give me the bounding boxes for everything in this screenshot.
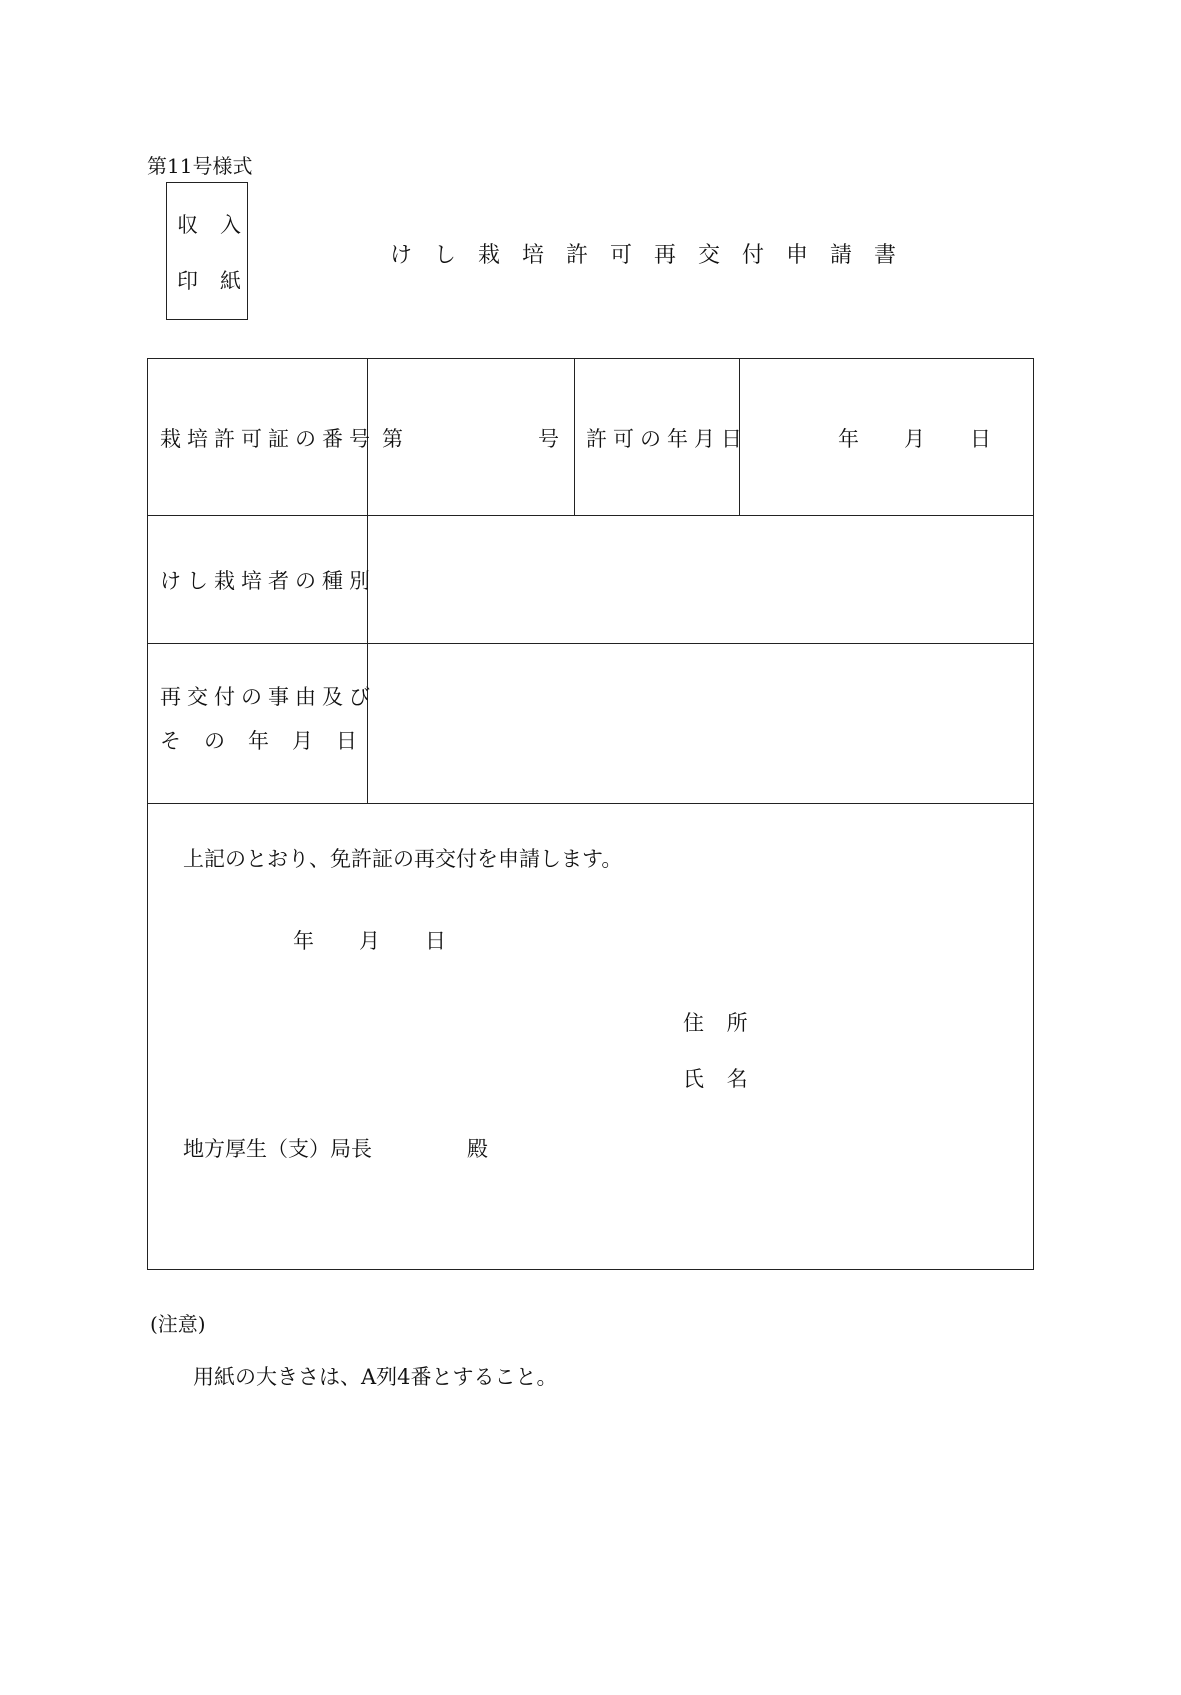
row-divider-1 (148, 515, 1033, 516)
stamp-line-1 (177, 209, 241, 239)
reason-label-line2: その年月日 (160, 729, 380, 753)
application-date (293, 925, 446, 955)
stamp-char-3: 印 (177, 269, 198, 293)
stamp-line-2 (177, 265, 241, 295)
reason-label-line1: 再交付の事由及び (160, 685, 376, 709)
notes-item-1: 用紙の大きさは、A列4番とすること。 (193, 1365, 558, 1389)
application-year-char: 年 (293, 929, 314, 953)
application-form-table (147, 358, 1034, 1270)
form-number: 第11号様式 (147, 154, 253, 178)
permit-date-label: 許可の年月日 (586, 427, 748, 451)
name-label: 氏 名 (683, 1067, 748, 1091)
application-day-char: 日 (425, 929, 446, 953)
document-title: けし栽培許可再交付申請書 (390, 243, 919, 268)
number-prefix: 第 (382, 427, 403, 451)
license-number-label: 栽培許可証の番号 (160, 427, 376, 451)
revenue-stamp-box (166, 182, 248, 320)
number-column-divider (574, 359, 575, 515)
row-divider-2 (148, 643, 1033, 644)
permit-date-value (838, 423, 991, 453)
address-label: 住 所 (683, 1011, 748, 1035)
stamp-char-1: 収 (177, 213, 198, 237)
permit-day-char: 日 (970, 427, 991, 451)
stamp-char-2: 入 (220, 213, 241, 237)
declaration-statement: 上記のとおり、免許証の再交付を申請します。 (183, 847, 623, 871)
notes-title: (注意) (150, 1312, 206, 1336)
addressee-label: 地方厚生（支）局長 (183, 1137, 372, 1161)
grower-type-label: けし栽培者の種別 (160, 569, 376, 593)
permit-year-char: 年 (838, 427, 859, 451)
stamp-char-4: 紙 (220, 269, 241, 293)
permit-month-char: 月 (904, 427, 925, 451)
honorific-label: 殿 (467, 1137, 488, 1161)
application-month-char: 月 (359, 929, 380, 953)
row-divider-3 (148, 803, 1033, 804)
number-suffix: 号 (538, 427, 559, 451)
